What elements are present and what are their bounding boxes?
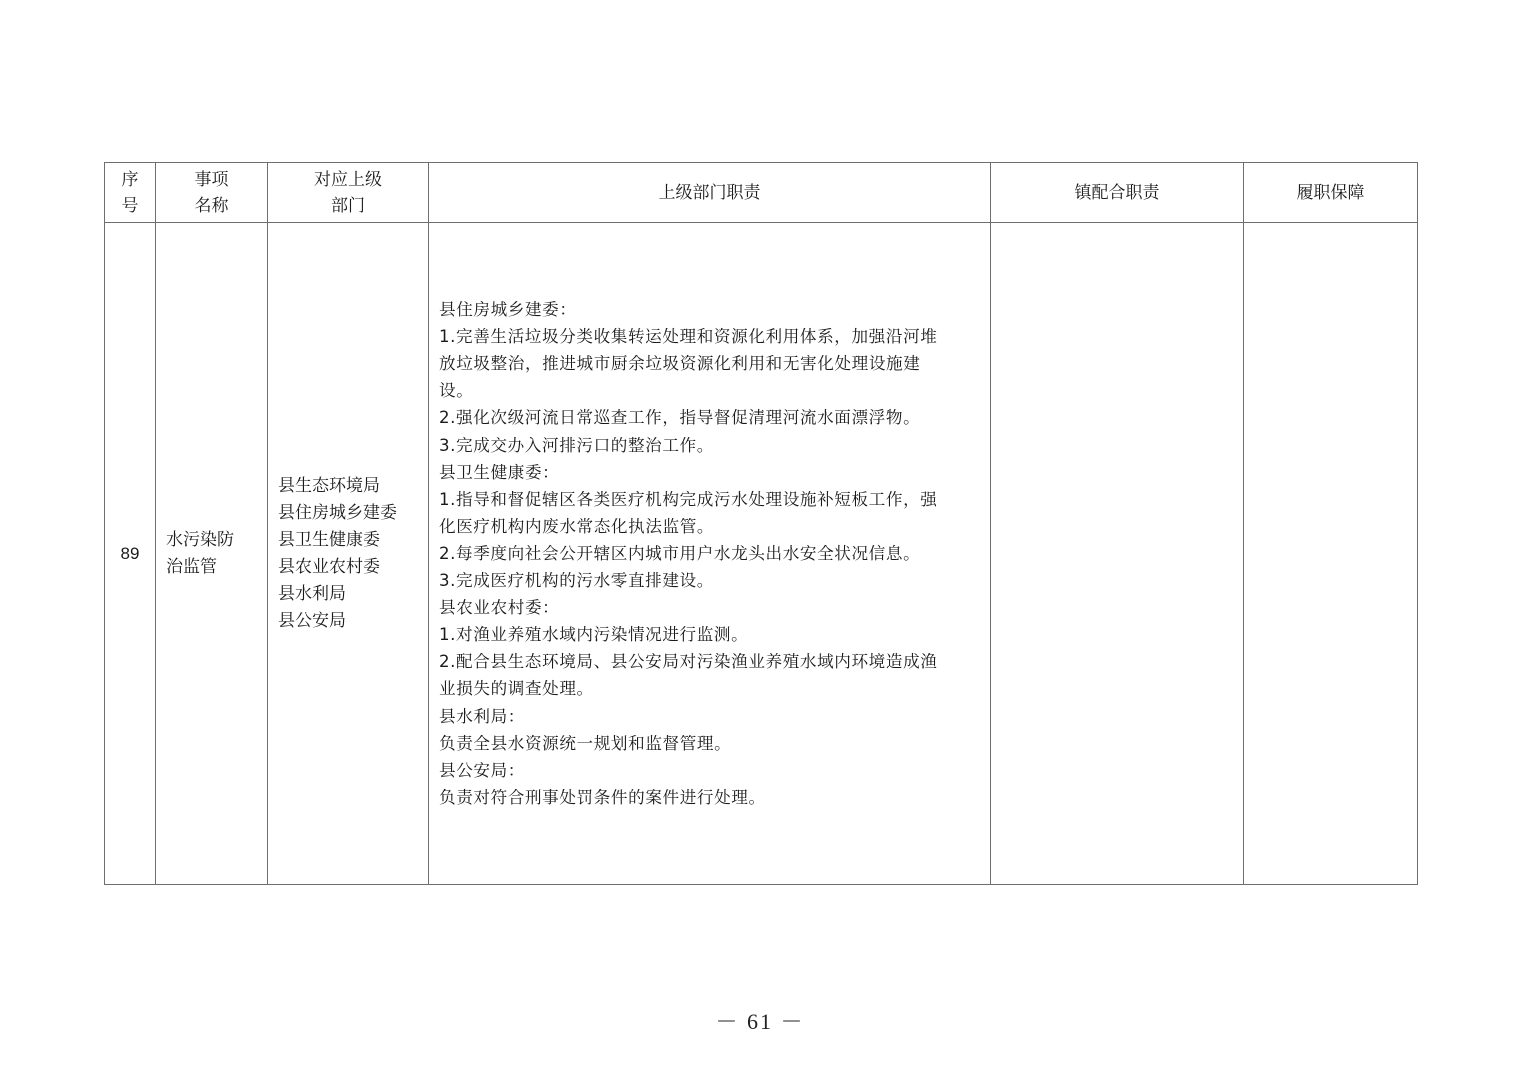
duty-line: 1.对渔业养殖水域内污染情况进行监测。 [439,625,749,645]
duty-line: 县住房城乡建委： [439,300,577,320]
duty-line: 县公安局： [439,760,525,780]
duty-line: 县农业农村委： [439,598,560,618]
department-item: 县水利局 [278,583,346,604]
row-item-name [156,223,268,885]
row-item-name-line-2: 治监管 [166,556,217,577]
header-seq-line-1: 序 [121,169,139,190]
duty-line: 2.配合县生态环境局、县公安局对污染渔业养殖水域内环境造成渔 [439,652,938,672]
table-header-row [105,163,1418,223]
duty-line: 1.完善生活垃圾分类收集转运处理和资源化利用体系，加强沿河堆 [439,327,938,347]
header-upper-duties: 上级部门职责 [429,163,991,223]
duty-line: 县卫生健康委： [439,462,560,482]
duty-line: 化医疗机构内废水常态化执法监管。 [439,516,715,536]
header-item-name [156,163,268,223]
duty-line: 负责全县水资源统一规划和监督管理。 [439,733,732,753]
duty-line: 设。 [439,381,474,401]
header-upper-dept-line-1: 对应上级 [314,169,382,190]
duty-line: 3.完成医疗机构的污水零直排建设。 [439,571,714,591]
header-upper-dept [268,163,429,223]
header-item-name-line-2: 名称 [194,195,229,216]
row-guarantee [1244,223,1418,885]
table-row [105,223,1418,885]
department-item: 县公安局 [278,610,346,631]
header-seq [105,163,156,223]
row-seq: 89 [105,223,156,885]
department-item: 县农业农村委 [278,556,380,577]
page-number: － 61 － [715,1009,805,1034]
duty-line: 县水利局： [439,706,525,726]
header-item-name-line-1: 事项 [194,169,229,190]
header-guarantee: 履职保障 [1244,163,1418,223]
duty-line: 3.完成交办入河排污口的整治工作。 [439,435,714,455]
responsibility-table [104,162,1418,885]
row-upper-duties [429,223,991,885]
duty-line: 负责对符合刑事处罚条件的案件进行处理。 [439,787,766,807]
department-item: 县住房城乡建委 [278,502,397,523]
duty-line: 2.每季度向社会公开辖区内城市用户水龙头出水安全状况信息。 [439,543,921,563]
header-seq-line-2: 号 [121,195,139,216]
header-town-duties: 镇配合职责 [991,163,1244,223]
duty-line: 放垃圾整治，推进城市厨余垃圾资源化利用和无害化处理设施建 [439,354,921,374]
row-departments [268,223,429,885]
header-upper-dept-line-2: 部门 [331,195,365,216]
row-town-duties [991,223,1244,885]
row-item-name-line-1: 水污染防 [166,529,234,550]
department-item: 县生态环境局 [278,475,380,496]
duty-line: 业损失的调查处理。 [439,679,594,699]
duty-line: 2.强化次级河流日常巡查工作，指导督促清理河流水面漂浮物。 [439,408,921,428]
duty-line: 1.指导和督促辖区各类医疗机构完成污水处理设施补短板工作，强 [439,489,938,509]
department-item: 县卫生健康委 [278,529,380,550]
